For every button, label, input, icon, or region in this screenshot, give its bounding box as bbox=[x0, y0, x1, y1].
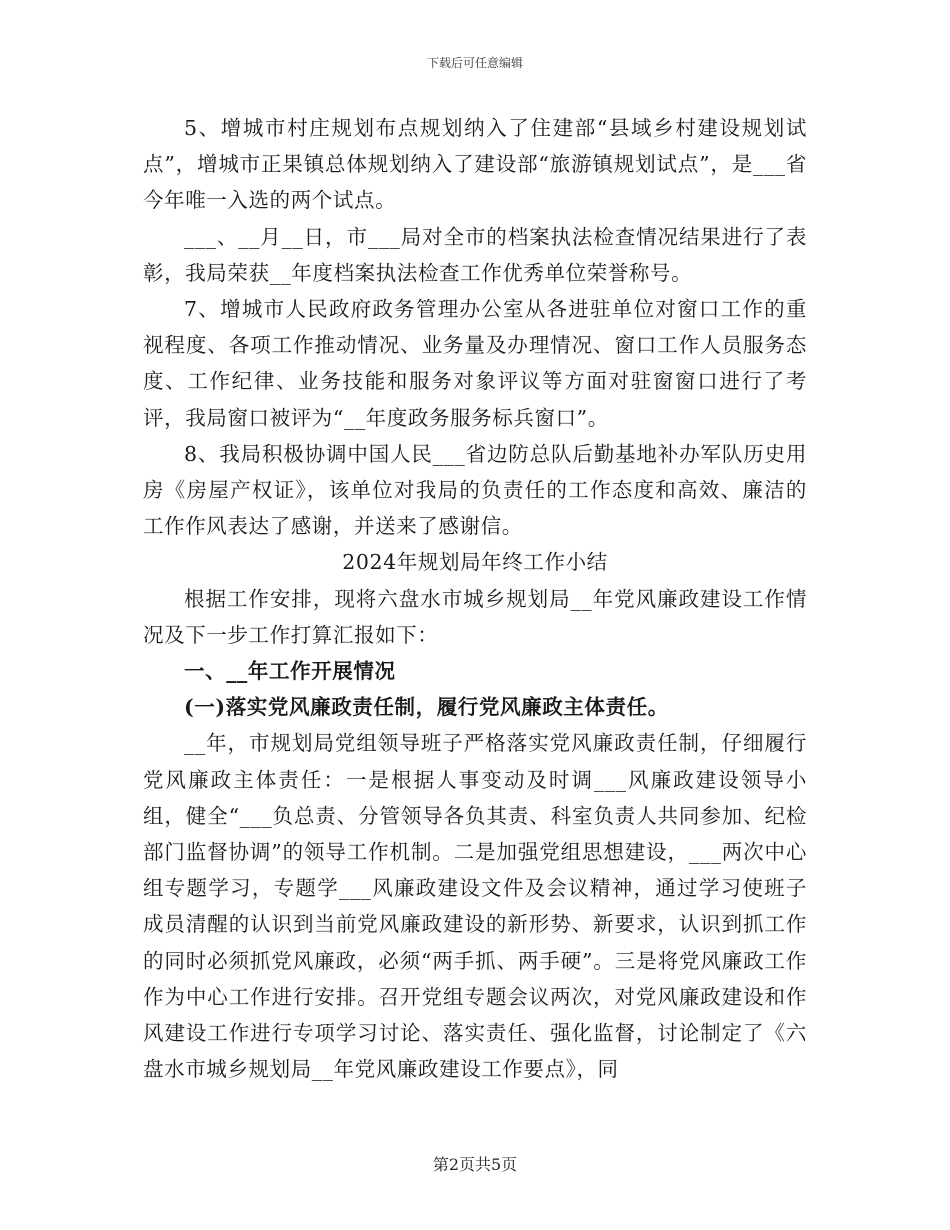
paragraph-item-5: 5、增城市村庄规划布点规划纳入了住建部“县域乡村建设规划试点”，增城市正果镇总体规划纳入了建设部“旅游镇规划试点”，是___省今年唯一入选的两个试点。 bbox=[143, 116, 807, 213]
paragraph-item-7: 7、增城市人民政府政务管理办公室从各进驻单位对窗口工作的重视程度、各项工作推动情况、业务量及办理情况、窗口工作人员服务态度、工作纪律、业务技能和服务对象评议等方面对驻窗窗口进行了考评，我局窗口被评为“__年度政务服务标兵窗口”。 bbox=[143, 297, 807, 430]
section-intro: 根据工作安排，现将六盘水市城乡规划局__年党风廉政建设工作情况及下一步工作打算汇报如下： bbox=[143, 586, 807, 647]
page-indicator: 第2页共5页 bbox=[432, 1155, 518, 1174]
paragraph-item-6: ___、__月__日，市___局对全市的档案执法检查情况结果进行了表彰，我局荣获__年度档案执法检查工作优秀单位荣誉称号。 bbox=[143, 224, 807, 285]
document-body bbox=[143, 110, 807, 1087]
section-body-1: __年，市规划局党组领导班子严格落实党风廉政责任制，仔细履行党风廉政主体责任：一是根据人事变动及时调___风廉政建设领导小组，健全“___负总责、分管领导各负其责、科室负责人共同参加、纪检部门监督协调”的领导工作机制。二是加强党组思想建设，___两次中心组专题学习，专题学___风廉政建设文件及会议精神，通过学习使班子成员清醒的认识到当前党风廉政建设的新形势、新要求，认识到抓工作的同时必须抓党风廉政，必须“两手抓、两手硬”。三是将党风廉政工作作为中心工作进行安排。召开党组专题会议两次，对党风廉政建设和作风建设工作进行专项学习讨论、落实责任、强化监督，讨论制定了《六盘水市城乡规划局__年党风廉政建设工作要点》，同 bbox=[143, 731, 807, 1082]
section-heading-1: 一、__年工作开展情况 bbox=[184, 659, 396, 684]
section-subheading-1: (一)落实党风廉政责任制，履行党风廉政主体责任。 bbox=[184, 695, 669, 720]
paragraph-item-8: 8、我局积极协调中国人民___省边防总队后勤基地补办军队历史用房《房屋产权证》，该单位对我局的负责任的工作态度和高效、廉洁的工作作风表达了感谢，并送来了感谢信。 bbox=[143, 441, 807, 539]
header-note: 下载后可任意编辑 bbox=[426, 56, 523, 70]
section-title: 2024年规划局年终工作小结 bbox=[342, 550, 608, 575]
